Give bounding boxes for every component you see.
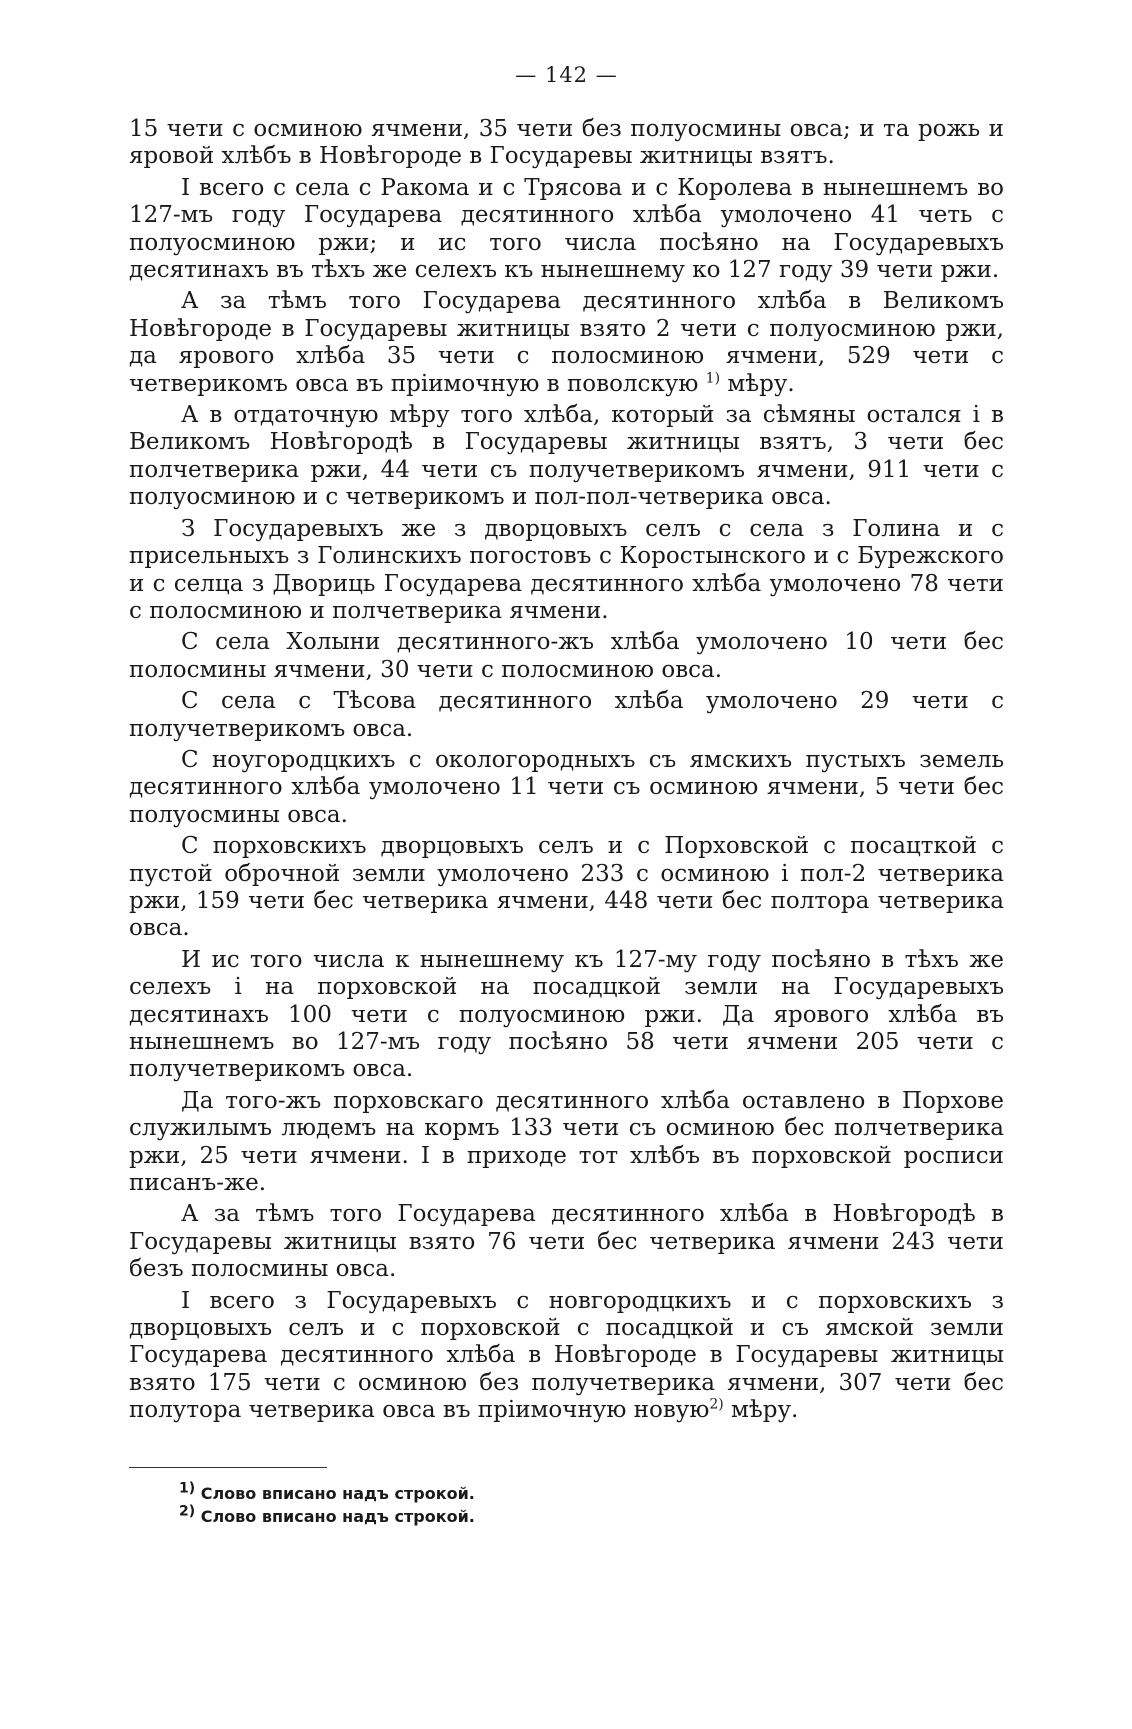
footnote [179, 1505, 1004, 1528]
paragraph-text: мѣру. [723, 1397, 799, 1424]
footnote [179, 1482, 1004, 1505]
paragraph-text: I всего з Государевыхъ с новгородцкихъ и с порховскихъ з дворцовыхъ селъ и с порховской с посадцкой и съ ямской земли Государева десятинного хлѣба в Новѣгороде в Государевы житницы взято 175 чети с осминою без получетверика ячмени, 307 чети бес полутора четверика овса въ прiимочную новую [129, 1287, 1004, 1424]
paragraph: С ноугородцкихъ с окологородныхъ съ ямскихъ пустыхъ земель десятинного хлѣба умолочено 11 чети съ осминою ячмени, 5 чети бес полуосмины овса. [129, 746, 1004, 828]
paragraph [129, 288, 1004, 398]
footnote-separator [129, 1467, 327, 1468]
document-page [129, 62, 1004, 1528]
paragraph: С села с Тѣсова десятинного хлѣба умолочено 29 чети с получетверикомъ овса. [129, 688, 1004, 742]
paragraph: Да того-жъ порховскаго десятинного хлѣба оставлено в Порхове служилымъ людемъ на кормъ 133 чети съ осминою бес полчетверика ржи, 25 чети ячмени. I в приходе тот хлѣбъ въ порховской росписи писанъ-же. [129, 1087, 1004, 1197]
paragraph: I всего с села с Ракома и с Трясова и с Королева в нынешнемъ во 127-мъ году Государева десятинного хлѣба умолочено 41 четь с полуосминою ржи; и ис того числа посѣяно на Государевыхъ десятинахъ въ тѣхъ же селехъ къ нынешнему ко 127 году 39 чети ржи. [129, 174, 1004, 284]
paragraph: З Государевыхъ же з дворцовыхъ селъ с села з Голина и с присельныхъ з Голинскихъ погостовъ с Коростынского и с Бурежского и с селца з Двориць Государева десятинного хлѣба умолочено 78 чети с полосминою и полчетверика ячмени. [129, 515, 1004, 624]
footnote-mark: 2) [179, 1503, 196, 1520]
body-text [129, 116, 1004, 1425]
paragraph-text: мѣру. [720, 370, 795, 397]
page-number: — 142 — [515, 63, 618, 87]
footnote-text: Слово вписано надъ строкой. [195, 1506, 475, 1526]
paragraph [129, 1288, 1004, 1425]
paragraph: И ис того числа к нынешнему къ 127-му году посѣяно в тѣхъ же селехъ i на порховской на посадцкой земли на Государевыхъ десятинахъ 100 чети с полуосминою ржи. Да ярового хлѣба въ нынешнемъ во 127-мъ году посѣяно 58 чети ячмени 205 чети с получетверикомъ овса. [129, 946, 1004, 1083]
footnote-mark: 1) [179, 1480, 196, 1497]
paragraph: А за тѣмъ того Государева десятинного хлѣба в Новѣгородѣ в Государевы житницы взято 76 чети бес четверика ячмени 243 чети безъ полосмины овса. [129, 1201, 1004, 1283]
paragraph-text: А за тѣмъ того Государева десятинного хлѣба в Великомъ Новѣгороде в Государевы житницы взято 2 чети с полуосминою ржи, да ярового хлѣба 35 чети с полосминою ячмени, 529 чети с четверикомъ овса въ прiимочную в поволскую [129, 288, 1004, 397]
footnotes [129, 1482, 1004, 1528]
paragraph: С села Холыни десятинного-жъ хлѣба умолочено 10 чети бес полосмины ячмени, 30 чети с полосминою овса. [129, 629, 1004, 683]
footnote-text: Слово вписано надъ строкой. [195, 1483, 475, 1503]
paragraph: 15 чети с осминою ячмени, 35 чети без полуосмины овса; и та рожь и яровой хлѣбъ в Новѣгороде в Государевы житницы взятъ. [129, 116, 1004, 170]
footnote-marker: 2) [709, 1396, 724, 1413]
footnote-marker: 1) [705, 370, 721, 386]
paragraph: А в отдаточную мѣру того хлѣба, который за сѣмяны остался i в Великомъ Новѣгородѣ в Государевы житницы взятъ, 3 чети бес полчетверика ржи, 44 чети съ получетверикомъ ячмени, 911 чети с полуосминою и с четверикомъ и пол-пол-четверика овса. [129, 402, 1004, 511]
paragraph: С порховскихъ дворцовыхъ селъ и с Порховской с посацткой с пустой оброчной земли умолочено 233 с осминою i пол-2 четверика ржи, 159 чети бес четверика ячмени, 448 чети бес полтора четверика овса. [129, 833, 1004, 942]
